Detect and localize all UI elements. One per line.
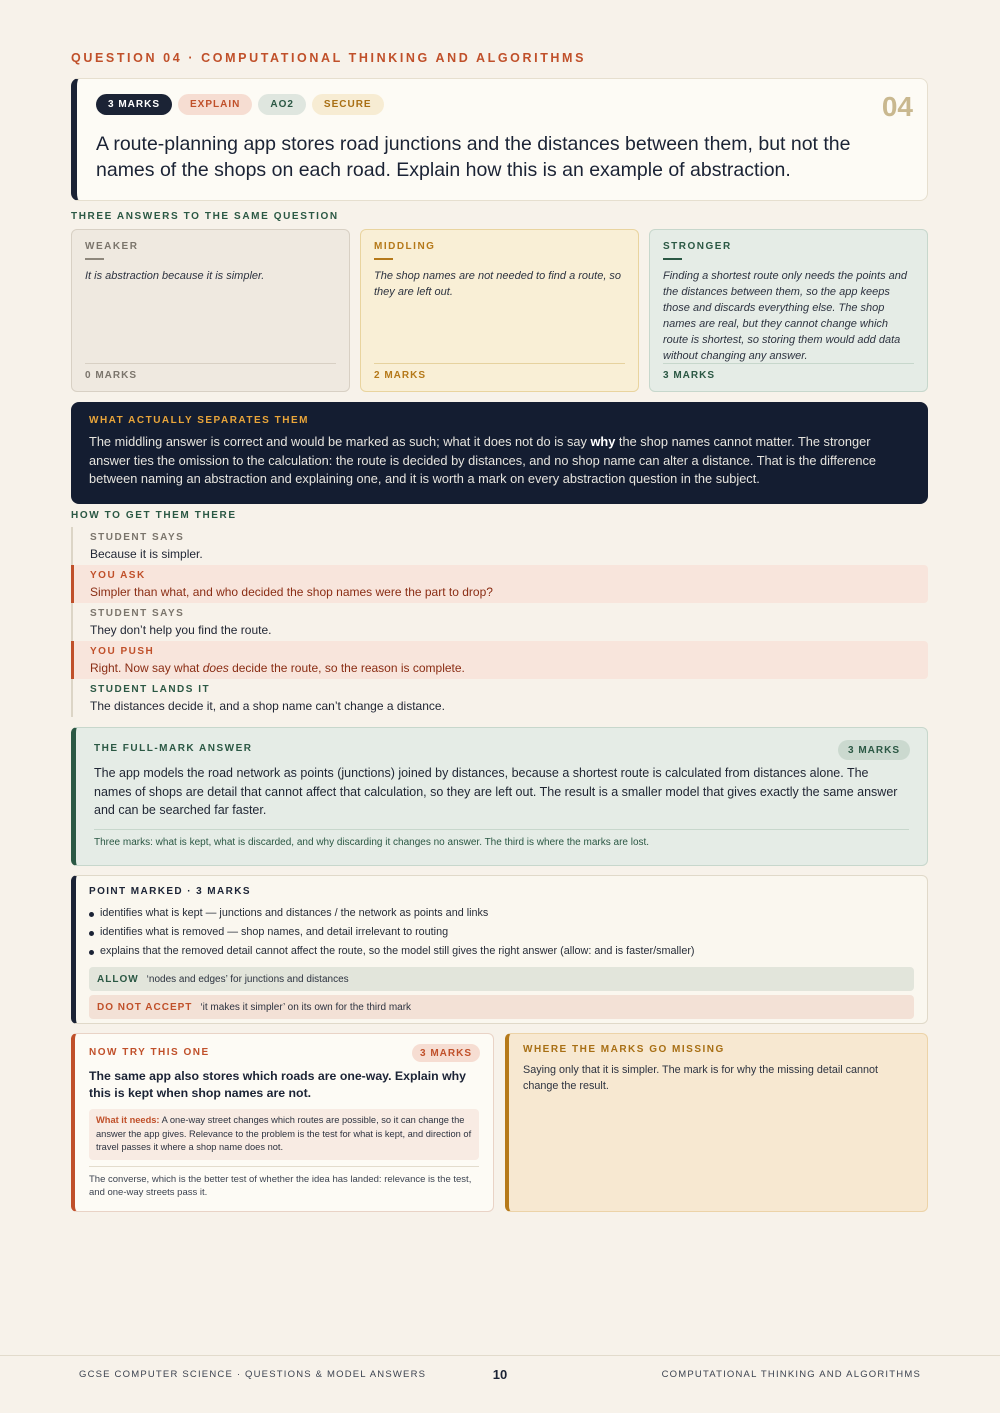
try-this-question: The same app also stores which roads are one-way. Explain why this is kept when shop names are not. <box>89 1069 467 1100</box>
what-it-needs-text: A one-way street changes which routes are possible, so it can change the answer the app gives. Relevance to the problem is the test for what is kept, and direction of travel passes it where a shop name does not. <box>96 1115 472 1152</box>
question-number: 04 <box>881 91 913 122</box>
marks-missing-text: Saying only that it is simpler. The mark is for why the missing detail cannot change the result. <box>523 1064 879 1092</box>
try-this-badge: 3 MARKS <box>412 1044 480 1062</box>
full-mark-answer-card <box>71 727 928 866</box>
separator-text-part: the shop names cannot matter. The stronger answer ties the omission to the calculation: the route is decided by distances, and no shop name can alter a distance. That is the difference between naming an abstraction and explaining one, and it is worth a mark on every abstraction question in the subject. <box>89 434 877 486</box>
separator-label: WHAT ACTUALLY SEPARATES THEM <box>89 415 309 426</box>
what-it-needs-key: What it needs: <box>96 1115 160 1125</box>
stronger-answer-text: Finding a shortest route only needs the points and the distances between them, so the app keeps those and discards everything else. The shop names are real, but they cannot change which route is shortest, so storing them would add data without changing any answer. <box>663 270 907 362</box>
what-it-needs-box <box>89 1109 479 1160</box>
separator-callout <box>71 402 928 504</box>
turn-label: STUDENT SAYS <box>90 532 185 543</box>
mark-point: explains that the removed detail cannot affect the route, so the model still gives the right answer (allow: and is faster/smaller) <box>89 942 914 961</box>
middling-marks: 2 MARKS <box>374 363 625 381</box>
answer-comparison <box>71 229 928 392</box>
footer-divider <box>0 1355 1000 1356</box>
marks-missing-card <box>505 1033 928 1212</box>
footer-left-text: GCSE COMPUTER SCIENCE · QUESTIONS & MODEL ANSWERS <box>79 1369 427 1380</box>
do-not-accept-row <box>89 995 914 1019</box>
turn-text: Because it is simpler. <box>90 547 203 561</box>
question-text: A route-planning app stores road junctions and the distances between them, but not the names of the shops on each road. Explain how this is an example of abstraction. <box>96 133 851 181</box>
student-turn <box>71 527 928 565</box>
label-rule <box>85 258 104 260</box>
marks-missing-label: WHERE THE MARKS GO MISSING <box>523 1044 725 1055</box>
turn-label: STUDENT LANDS IT <box>90 684 211 695</box>
full-mark-badge: 3 MARKS <box>838 740 910 760</box>
turn-label: YOU ASK <box>90 570 146 581</box>
middling-label: MIDDLING <box>374 241 436 252</box>
turn-text: The distances decide it, and a shop name can’t change a distance. <box>90 699 445 713</box>
turn-text-part: decide the route, so the reason is complete. <box>228 661 465 675</box>
turn-emphasis: does <box>202 661 229 675</box>
stronger-answer-card <box>649 229 928 392</box>
full-mark-label: THE FULL-MARK ANSWER <box>94 743 253 754</box>
turn-text: They don’t help you find the route. <box>90 623 272 637</box>
turn-text <box>90 661 928 675</box>
turn-label: STUDENT SAYS <box>90 608 185 619</box>
stronger-marks: 3 MARKS <box>663 363 914 381</box>
stronger-label: STRONGER <box>663 241 732 252</box>
footer-right-text: COMPUTATIONAL THINKING AND ALGORITHMS <box>661 1369 921 1380</box>
weaker-label: WEAKER <box>85 241 139 252</box>
middling-answer-text: The shop names are not needed to find a route, so they are left out. <box>374 270 622 298</box>
mark-point: identifies what is kept — junctions and distances / the network as points and links <box>89 904 914 923</box>
turn-text: Simpler than what, and who decided the shop names were the part to drop? <box>90 585 493 599</box>
weaker-answer-card <box>71 229 350 392</box>
page-number: 10 <box>492 1367 508 1382</box>
middling-answer-card <box>360 229 639 392</box>
separator-text-part: The middling answer is correct and would be marked as such; what it does not do is say <box>89 434 591 449</box>
command-word-chip: EXPLAIN <box>178 94 252 115</box>
dialogue-section-label: HOW TO GET THEM THERE <box>71 510 237 521</box>
separator-emphasis: why <box>590 434 616 449</box>
label-rule <box>374 258 393 260</box>
marks-chip: 3 MARKS <box>96 94 172 115</box>
allow-key: ALLOW <box>97 973 139 985</box>
point-marked-label: POINT MARKED · 3 MARKS <box>89 886 251 897</box>
question-chips <box>96 94 384 115</box>
weaker-marks: 0 MARKS <box>85 363 336 381</box>
try-this-label: NOW TRY THIS ONE <box>89 1047 210 1058</box>
try-this-note: The converse, which is the better test of whether the idea has landed: relevance is the test, and one-way streets pass it. <box>89 1166 479 1200</box>
allow-text: ‘nodes and edges’ for junctions and distances <box>146 973 349 985</box>
student-final-turn <box>71 679 928 717</box>
weaker-answer-text: It is abstraction because it is simpler. <box>85 270 265 282</box>
label-rule <box>663 258 682 260</box>
do-not-accept-text: ‘it makes it simpler’ on its own for the third mark <box>200 1001 412 1013</box>
turn-label: YOU PUSH <box>90 646 155 657</box>
mark-point: identifies what is removed — shop names, and detail irrelevant to routing <box>89 923 914 942</box>
mark-points-list <box>89 904 914 961</box>
full-mark-text: The app models the road network as points (junctions) joined by distances, because a shortest route is calculated from distances alone. The names of shops are detail that cannot affect that calculation, so they are left out. The result is a smaller model that gives exactly the same answer and can be searched far faster. <box>94 766 898 817</box>
question-heading: QUESTION 04 · COMPUTATIONAL THINKING AND ALGORITHMS <box>71 51 587 65</box>
turn-text-part: Right. Now say what <box>90 661 203 675</box>
level-chip: SECURE <box>312 94 384 115</box>
assessment-objective-chip: AO2 <box>258 94 306 115</box>
teacher-turn <box>71 565 928 603</box>
student-turn <box>71 603 928 641</box>
answers-section-label: THREE ANSWERS TO THE SAME QUESTION <box>71 211 339 222</box>
do-not-accept-key: DO NOT ACCEPT <box>97 1001 193 1013</box>
dialogue <box>71 527 928 717</box>
point-marked-card <box>71 875 928 1024</box>
allow-row <box>89 967 914 991</box>
teacher-turn <box>71 641 928 679</box>
question-card <box>71 78 928 201</box>
separator-text <box>89 433 910 489</box>
full-mark-note: Three marks: what is kept, what is discarded, and why discarding it changes no answer. The third is where the marks are lost. <box>94 829 909 848</box>
try-this-card <box>71 1033 494 1212</box>
